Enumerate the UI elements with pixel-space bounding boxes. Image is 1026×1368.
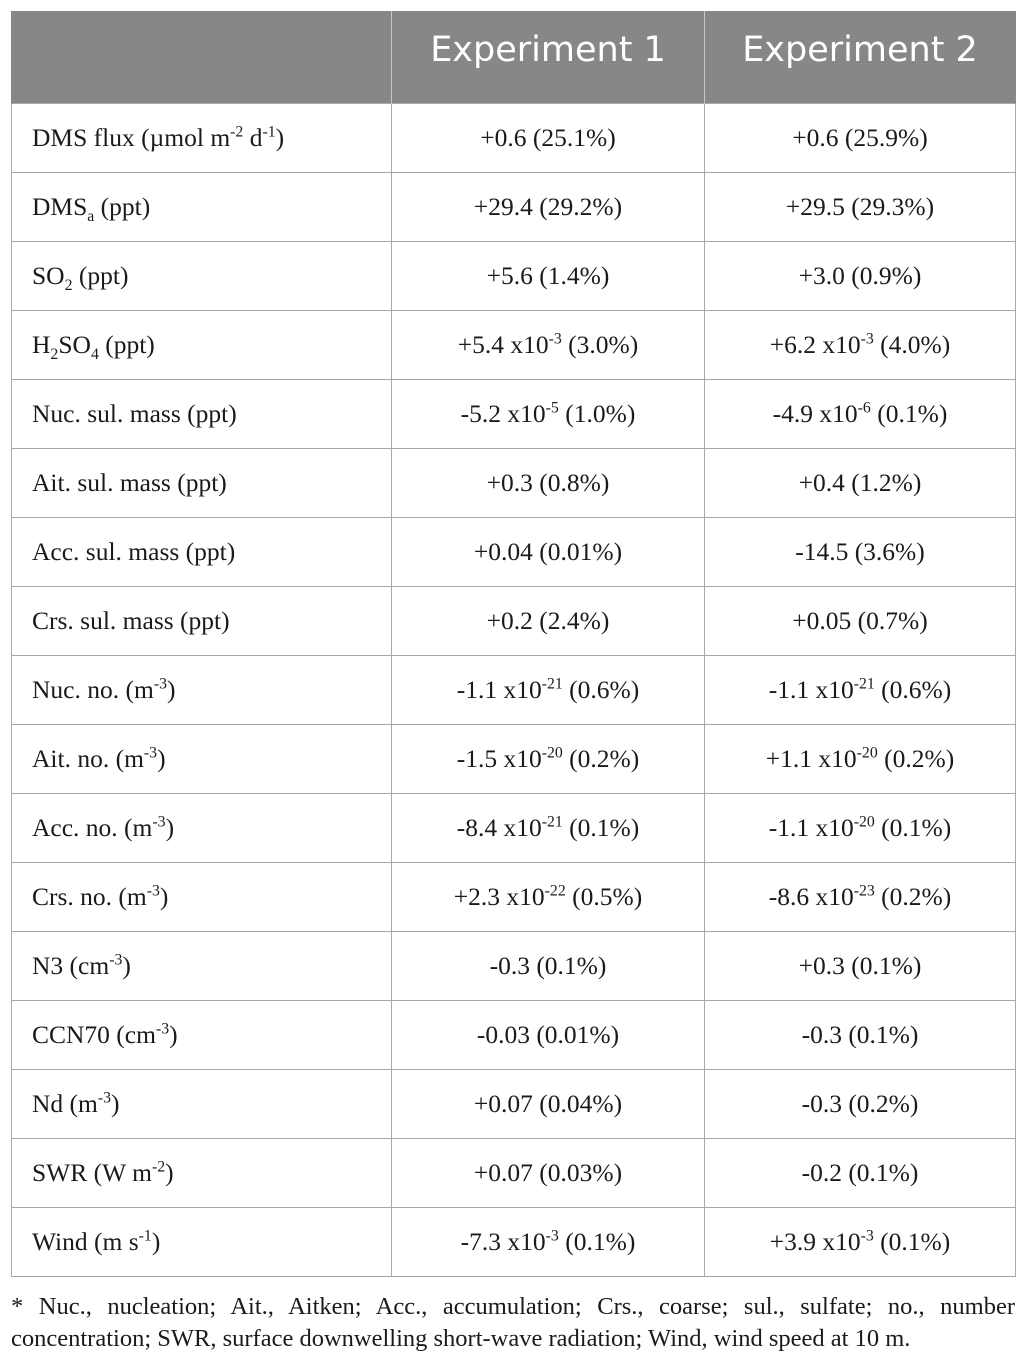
row-label: $SO_2$ (ppt) <box>12 241 392 310</box>
row-label: $H_2SO_4$ (ppt) <box>12 310 392 379</box>
table-row <box>12 931 1016 1000</box>
experiment-2-value: +0.3 (0.1%) <box>705 931 1016 1000</box>
header-variable <box>12 11 392 103</box>
row-label: Ait. sul. mass (ppt) <box>12 448 392 517</box>
experiment-2-value: +0.05 (0.7%) <box>705 586 1016 655</box>
experiment-2-value: +6.2 $x10^{-3}$ (4.0%) <box>705 310 1016 379</box>
table-body <box>12 103 1016 1276</box>
table-row <box>12 1069 1016 1138</box>
table-row <box>12 103 1016 172</box>
experiment-2-value: +0.6 (25.9%) <box>705 103 1016 172</box>
experiment-1-value: -8.4 $x10^{-21}$ (0.1%) <box>392 793 705 862</box>
experiment-2-value: +3.9 $x10^{-3}$ (0.1%) <box>705 1207 1016 1276</box>
header-experiment-2: Experiment 2 <box>705 11 1016 103</box>
row-label: Acc. sul. mass (ppt) <box>12 517 392 586</box>
experiment-1-value: +0.07 (0.04%) <box>392 1069 705 1138</box>
experiment-2-value: -1.1 $x10^{-21}$ (0.6%) <box>705 655 1016 724</box>
experiment-1-value: +0.04 (0.01%) <box>392 517 705 586</box>
table-row <box>12 1207 1016 1276</box>
experiment-2-value: +1.1 $x10^{-20}$ (0.2%) <box>705 724 1016 793</box>
results-table <box>11 11 1016 1277</box>
experiment-1-value: +2.3 $x10^{-22}$ (0.5%) <box>392 862 705 931</box>
experiment-1-value: -7.3 $x10^{-3}$ (0.1%) <box>392 1207 705 1276</box>
experiment-2-value: -4.9 $x10^{-6}$ (0.1%) <box>705 379 1016 448</box>
experiment-1-value: +0.6 (25.1%) <box>392 103 705 172</box>
experiment-2-value: +0.4 (1.2%) <box>705 448 1016 517</box>
experiment-2-value: -0.3 (0.1%) <box>705 1000 1016 1069</box>
row-label: SWR (W $m^{-2}$) <box>12 1138 392 1207</box>
row-label: DMS flux (µmol $m^{-2}$ $d^{-1}$) <box>12 103 392 172</box>
experiment-2-value: +3.0 (0.9%) <box>705 241 1016 310</box>
experiment-1-value: -5.2 $x10^{-5}$ (1.0%) <box>392 379 705 448</box>
row-label: Wind (m $s^{-1}$) <box>12 1207 392 1276</box>
table-row <box>12 655 1016 724</box>
experiment-1-value: -0.3 (0.1%) <box>392 931 705 1000</box>
row-label: Acc. no. $(m^{-3})$ <box>12 793 392 862</box>
row-label: $DMS_a$ (ppt) <box>12 172 392 241</box>
row-label: Nd $(m^{-3})$ <box>12 1069 392 1138</box>
row-label: CCN70 $(cm^{-3})$ <box>12 1000 392 1069</box>
experiment-1-value: +5.6 (1.4%) <box>392 241 705 310</box>
table-row <box>12 310 1016 379</box>
experiment-1-value: -1.1 $x10^{-21}$ (0.6%) <box>392 655 705 724</box>
table-row <box>12 1000 1016 1069</box>
table-row <box>12 448 1016 517</box>
row-label: Nuc. sul. mass (ppt) <box>12 379 392 448</box>
row-label: Ait. no. $(m^{-3})$ <box>12 724 392 793</box>
table-row <box>12 793 1016 862</box>
table-row <box>12 1138 1016 1207</box>
table-row <box>12 862 1016 931</box>
row-label: Nuc. no. $(m^{-3})$ <box>12 655 392 724</box>
table-row <box>12 586 1016 655</box>
experiment-2-value: -8.6 $x10^{-23}$ (0.2%) <box>705 862 1016 931</box>
table-row <box>12 724 1016 793</box>
table-row <box>12 172 1016 241</box>
header-experiment-1: Experiment 1 <box>392 11 705 103</box>
row-label: Crs. sul. mass (ppt) <box>12 586 392 655</box>
experiment-1-value: +0.3 (0.8%) <box>392 448 705 517</box>
table-footnote: * Nuc., nucleation; Ait., Aitken; Acc., accumulation; Crs., coarse; sul., sulfate; no., number concentration; SWR, surface downwelling short-wave radiation; Wind, wind speed at 10 m. <box>11 1293 1015 1352</box>
experiment-2-value: -14.5 (3.6%) <box>705 517 1016 586</box>
table-row <box>12 241 1016 310</box>
experiment-1-value: +5.4 $x10^{-3}$ (3.0%) <box>392 310 705 379</box>
table-header-row <box>12 11 1016 103</box>
experiment-2-value: +29.5 (29.3%) <box>705 172 1016 241</box>
experiment-1-value: +0.07 (0.03%) <box>392 1138 705 1207</box>
experiment-2-value: -0.3 (0.2%) <box>705 1069 1016 1138</box>
experiment-2-value: -0.2 (0.1%) <box>705 1138 1016 1207</box>
experiment-1-value: +29.4 (29.2%) <box>392 172 705 241</box>
experiment-1-value: -1.5 $x10^{-20}$ (0.2%) <box>392 724 705 793</box>
table-row <box>12 379 1016 448</box>
experiment-2-value: -1.1 $x10^{-20}$ (0.1%) <box>705 793 1016 862</box>
table-row <box>12 517 1016 586</box>
experiment-1-value: +0.2 (2.4%) <box>392 586 705 655</box>
row-label: Crs. no. $(m^{-3})$ <box>12 862 392 931</box>
experiment-1-value: -0.03 (0.01%) <box>392 1000 705 1069</box>
row-label: N3 $(cm^{-3})$ <box>12 931 392 1000</box>
